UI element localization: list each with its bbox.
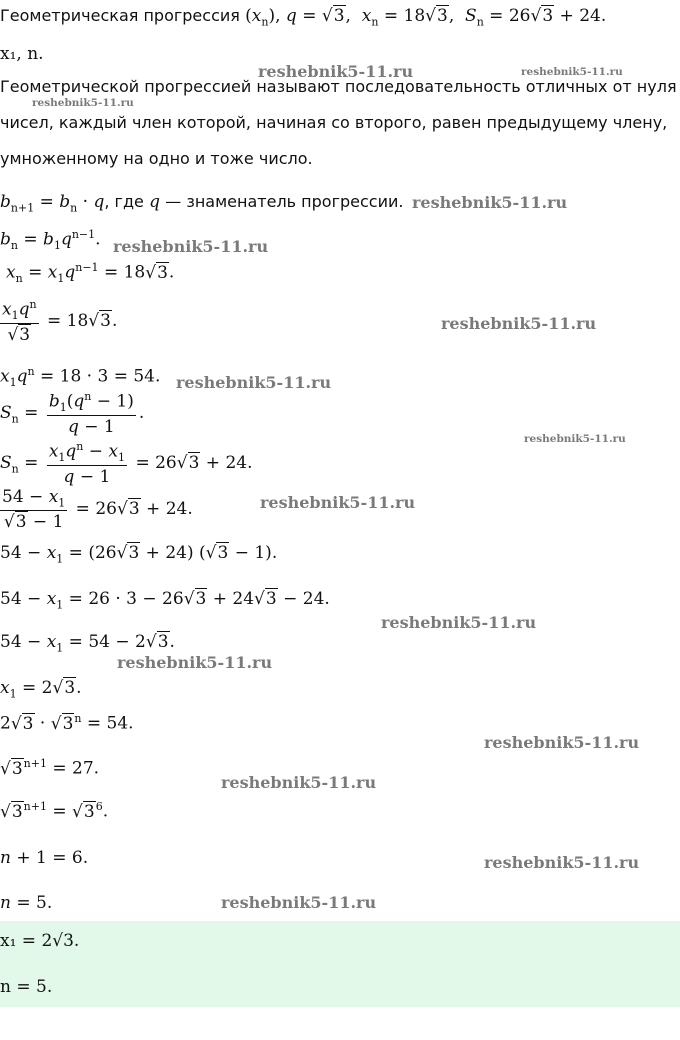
- nth-term-formula: $b_n = b_1q^{n-1}$.: [0, 228, 101, 253]
- step-fraction-2: $\frac{54 - x_1}{√3 - 1}$ = 26√3 + 24.: [2, 487, 193, 533]
- watermark: reshebnik5-11.ru: [176, 373, 332, 392]
- sum-formula: $S_n$ = $\frac{b_1(q^n - 1)}{q - 1}$ .: [0, 390, 145, 438]
- watermark: reshebnik5-11.ru: [221, 773, 377, 792]
- watermark: reshebnik5-11.ru: [484, 733, 640, 752]
- step-6: $x_1 = 2√3$.: [0, 678, 82, 701]
- step-2: $x_1q^n = 18 \cdot 3 = 54$.: [0, 365, 161, 390]
- watermark: reshebnik5-11.ru: [258, 62, 414, 81]
- watermark: reshebnik5-11.ru: [524, 433, 626, 445]
- sum-substituted: $S_n$ = $\frac{x_1q^n - x_1}{q - 1}$ = 26√3 + 24.: [0, 440, 253, 488]
- watermark: reshebnik5-11.ru: [441, 314, 597, 333]
- watermark: reshebnik5-11.ru: [117, 653, 273, 672]
- step-10: n + 1 = 6.: [0, 848, 89, 868]
- recurrence-formula: $b_{n+1} = b_n \cdot q$, где q — знаменатель прогрессии.: [0, 192, 404, 215]
- answer-box: [0, 921, 680, 1007]
- definition-line-3: умноженному на одно и тоже число.: [0, 149, 313, 168]
- step-3: $54 - x_1 = (26√3 + 24) (√3 - 1)$.: [0, 543, 278, 566]
- watermark: reshebnik5-11.ru: [221, 893, 377, 912]
- step-9: $√3^{n+1} = √3^6$.: [0, 800, 109, 822]
- definition-line-1: Геометрической прогрессией называют последовательность отличных от нуля: [0, 77, 677, 96]
- watermark: reshebnik5-11.ru: [260, 493, 416, 512]
- step-11: n = 5.: [0, 893, 53, 913]
- watermark: reshebnik5-11.ru: [113, 237, 269, 256]
- watermark: reshebnik5-11.ru: [381, 613, 537, 632]
- definition-line-2: чисел, каждый член которой, начиная со второго, равен предыдущему члену,: [0, 113, 668, 132]
- answer-x1: x₁ = 2√3.: [0, 931, 80, 951]
- problem-find: x₁, n.: [0, 44, 44, 64]
- problem-statement: [0, 6, 606, 28]
- step-5: $54 - x_1 = 54 - 2√3$.: [0, 632, 175, 655]
- watermark: reshebnik5-11.ru: [412, 193, 568, 212]
- step-fraction-1: $\frac{x_1q^n}{√3}$ = 18√3.: [2, 298, 118, 346]
- problem-given: $(x_n)$, q = √3, $x_n = 18√3$, $S_n = 26√3 + 24$.: [245, 6, 607, 29]
- answer-n: n = 5.: [0, 977, 53, 997]
- step-7: $2√3 \cdot √3^n = 54$.: [0, 712, 134, 734]
- watermark: reshebnik5-11.ru: [521, 66, 623, 78]
- where-text: , где: [104, 192, 144, 211]
- denominator-text: — знаменатель прогрессии.: [165, 192, 404, 211]
- step-4: $54 - x_1 = 26 \cdot 3 - 26√3 + 24√3 - 24$.: [0, 589, 330, 612]
- nth-term-x: $x_n = x_1q^{n-1} = 18√3$.: [6, 261, 175, 286]
- watermark: reshebnik5-11.ru: [484, 853, 640, 872]
- watermark: reshebnik5-11.ru: [32, 97, 134, 109]
- problem-prefix: Геометрическая прогрессия: [0, 6, 240, 25]
- step-8: $√3^{n+1} = 27$.: [0, 757, 100, 779]
